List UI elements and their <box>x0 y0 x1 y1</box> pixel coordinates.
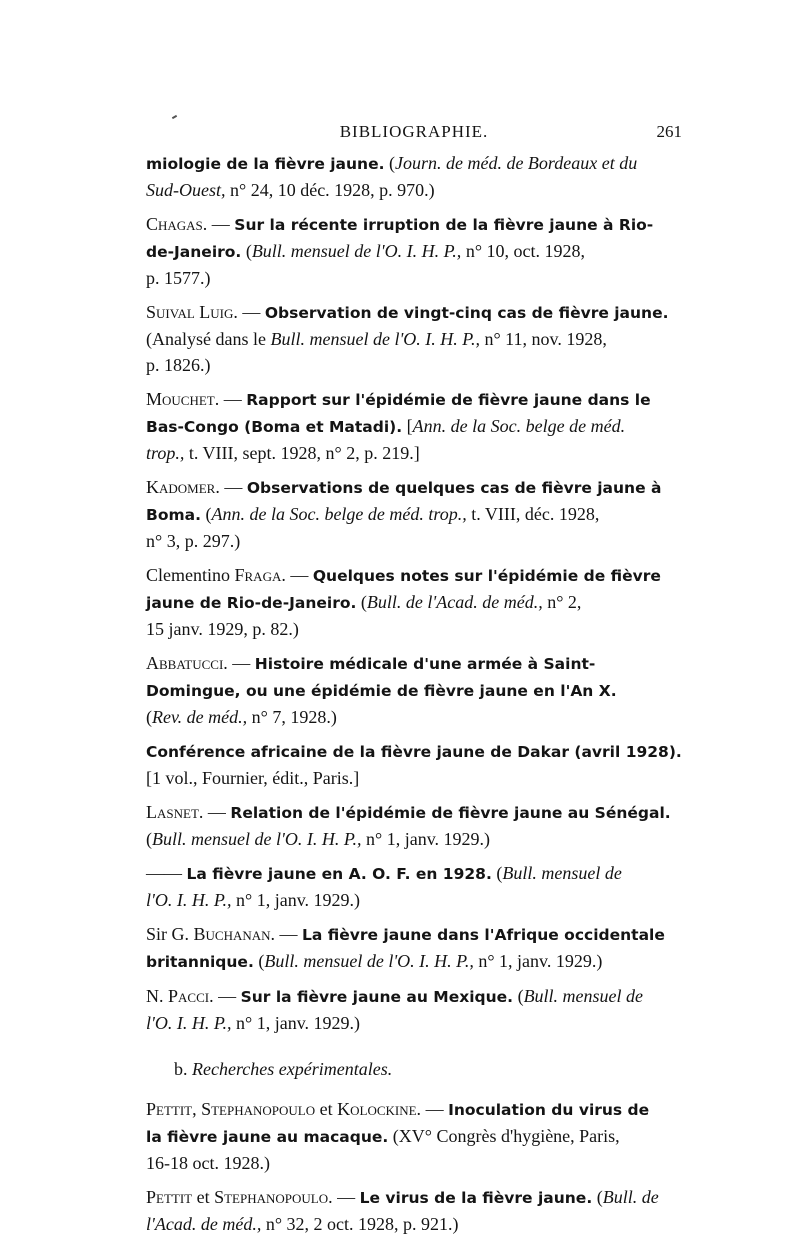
bibliography-entry <box>146 1096 682 1176</box>
entry-line <box>146 921 682 948</box>
entry-author: Kolockine. <box>337 1099 422 1119</box>
entry-source: Ann. de la Soc. belge de méd. <box>412 416 626 436</box>
entry-source: Ann. de la Soc. belge de méd. trop., <box>211 504 467 524</box>
entry-line <box>146 616 682 642</box>
entry-source: Bull. mensuel de l'O. I. H. P., <box>264 951 474 971</box>
entry-line <box>146 238 682 265</box>
bibliography-entry <box>146 299 682 378</box>
entry-text: n° 3, p. 297.) <box>146 531 241 551</box>
entry-text: n° 1, janv. 1929.) <box>231 890 361 910</box>
entry-author: Pacci. <box>168 986 214 1006</box>
entry-text: n° 1, janv. 1929.) <box>231 1013 361 1033</box>
entry-text: n° 11, nov. 1928, <box>479 329 607 349</box>
entry-title: Boma. <box>146 506 201 524</box>
section-title: Recherches expérimentales. <box>192 1059 393 1079</box>
entry-text: n° 2, <box>542 592 582 612</box>
entry-text: ( <box>491 863 503 883</box>
entry-line <box>146 704 682 730</box>
entry-line <box>146 887 682 913</box>
entry-line <box>146 826 682 852</box>
page-number: 261 <box>656 122 682 141</box>
entry-title: jaune de Rio-de-Janeiro. <box>146 594 357 612</box>
entry-text: t. VIII, déc. 1928, <box>466 504 600 524</box>
entry-text: — <box>227 653 255 673</box>
entry-text: — <box>203 802 231 822</box>
bibliography-entry <box>146 474 682 554</box>
entry-text: ( <box>200 504 212 524</box>
entry-title: Rapport sur l'épidémie de fièvre jaune dans le <box>246 391 651 409</box>
running-head: BIBLIOGRAPHIE. <box>339 122 489 141</box>
entry-author: Abbatucci. <box>146 653 228 673</box>
entry-line <box>146 799 682 826</box>
entry-line <box>146 501 682 528</box>
entry-source: l'O. I. H. P., <box>146 1013 232 1033</box>
entry-line <box>146 562 682 589</box>
entry-text: N. <box>146 986 168 1006</box>
entry-line <box>146 983 682 1010</box>
entry-line <box>146 1211 682 1237</box>
entry-line <box>146 860 682 887</box>
entry-title: Observations de quelques cas de fièvre jaune à <box>246 479 662 497</box>
entry-line <box>146 528 682 554</box>
entry-text: n° 7, 1928.) <box>247 707 337 727</box>
entry-title: Sur la fièvre jaune au Mexique. <box>240 988 514 1006</box>
entry-title: Inoculation du virus de <box>448 1101 650 1119</box>
entry-title: Observation de vingt-cinq cas de fièvre jaune. <box>264 304 669 322</box>
entry-line <box>146 1184 682 1211</box>
entry-text: — <box>285 565 313 585</box>
entry-title: La fièvre jaune dans l'Afrique occidentale <box>302 926 665 944</box>
bibliography-entry <box>146 150 682 203</box>
entry-text: p. 1826.) <box>146 355 211 375</box>
entry-source: l'Acad. de méd., <box>146 1214 262 1234</box>
entry-author: Pettit, Stephanopoulo <box>146 1099 316 1119</box>
entry-line <box>146 1010 682 1036</box>
entry-text: — <box>219 389 247 409</box>
entry-author: Suival Luig. <box>146 302 238 322</box>
bibliography-entry <box>146 1184 682 1237</box>
entry-text: ( <box>146 707 152 727</box>
entry-text: — <box>421 1099 449 1119</box>
bibliography-entries-b <box>146 1096 682 1237</box>
entry-line <box>146 948 682 975</box>
bibliography-entry <box>146 386 682 466</box>
bibliography-list <box>146 150 682 1245</box>
entry-line <box>146 589 682 616</box>
entry-line <box>146 1123 682 1150</box>
entry-title: La fièvre jaune en A. O. F. en 1928. <box>186 865 492 883</box>
entry-title: Domingue, ou une épidémie de fièvre jaune en l'An X. <box>146 682 617 700</box>
entry-text: et <box>192 1187 215 1207</box>
entry-title: Histoire médicale d'une armée à Saint- <box>254 655 596 673</box>
entry-author: Chagas. <box>146 214 208 234</box>
entry-author: Kadomer. <box>146 477 220 497</box>
entry-text: — <box>237 302 265 322</box>
entry-line <box>146 299 682 326</box>
entry-line <box>146 150 682 177</box>
entry-text: n° 32, 2 oct. 1928, p. 921.) <box>261 1214 459 1234</box>
bibliography-entry <box>146 650 682 730</box>
entry-text: ( <box>513 986 524 1006</box>
entry-text: — <box>332 1187 360 1207</box>
entry-text: ( <box>592 1187 603 1207</box>
bibliography-entry <box>146 921 682 975</box>
entry-title: la fièvre jaune au macaque. <box>146 1128 389 1146</box>
entry-author: Mouchet. <box>146 389 220 409</box>
entry-line <box>146 1150 682 1176</box>
entry-line <box>146 738 682 765</box>
entry-text: ( <box>253 951 265 971</box>
entry-text: ( <box>241 241 252 261</box>
entry-text: [1 vol., Fournier, édit., Paris.] <box>146 768 360 788</box>
bibliography-entry <box>146 983 682 1036</box>
entry-line <box>146 765 682 791</box>
entry-line <box>146 474 682 501</box>
entry-title: Le virus de la fièvre jaune. <box>359 1189 593 1207</box>
entry-line <box>146 211 682 238</box>
entry-text: ( <box>146 829 152 849</box>
page-header <box>146 122 682 146</box>
section-letter: b. <box>174 1059 188 1079</box>
entry-text: p. 1577.) <box>146 268 211 288</box>
entry-text: 15 janv. 1929, p. 82.) <box>146 619 299 639</box>
entry-line <box>146 413 682 440</box>
entry-text: (Analysé dans le <box>146 329 271 349</box>
entry-title: britannique. <box>146 953 254 971</box>
entry-source: Rev. de méd., <box>152 707 248 727</box>
entry-text: — <box>213 986 241 1006</box>
entry-text: — <box>219 477 247 497</box>
entry-source: l'O. I. H. P., <box>146 890 232 910</box>
entry-text: ( <box>384 153 395 173</box>
entry-text: — <box>207 214 235 234</box>
section-heading <box>146 1056 682 1082</box>
bibliography-entry <box>146 860 682 913</box>
entry-text: — <box>275 924 303 944</box>
entry-source: Sud-Ouest, <box>146 180 226 200</box>
entry-line <box>146 440 682 466</box>
entry-text: Sir G. <box>146 924 194 944</box>
entry-title: miologie de la fièvre jaune. <box>146 155 385 173</box>
entry-line <box>146 326 682 352</box>
entry-text: 16-18 oct. 1928.) <box>146 1153 270 1173</box>
entry-line <box>146 1096 682 1123</box>
entry-title: Conférence africaine de la fièvre jaune de Dakar (avril 1928). <box>146 743 682 761</box>
bibliography-entry <box>146 562 682 642</box>
entry-text: t. VIII, sept. 1928, n° 2, p. 219.] <box>184 443 420 463</box>
entry-author: Buchanan. <box>193 924 276 944</box>
entry-line <box>146 677 682 704</box>
entry-title: Bas-Congo (Boma et Matadi). <box>146 418 403 436</box>
bibliography-entry <box>146 211 682 291</box>
entry-title: Quelques notes sur l'épidémie de fièvre <box>312 567 661 585</box>
entry-author: Pettit <box>146 1187 193 1207</box>
entry-text: n° 1, janv. 1929.) <box>473 951 603 971</box>
entry-title: Sur la récente irruption de la fièvre jaune à Rio- <box>234 216 654 234</box>
entry-source: Journ. de méd. de Bordeaux et du <box>394 153 638 173</box>
entry-text: —— <box>146 863 187 883</box>
entry-line <box>146 386 682 413</box>
entry-source: Bull. mensuel de l'O. I. H. P., <box>152 829 362 849</box>
entry-author: Stephanopoulo. <box>214 1187 333 1207</box>
entry-text: Clementino <box>146 565 235 585</box>
entry-line <box>146 177 682 203</box>
entry-text: n° 24, 10 déc. 1928, p. 970.) <box>225 180 435 200</box>
entry-source: Bull. mensuel de <box>523 986 644 1006</box>
entry-source: Bull. mensuel de <box>502 863 622 883</box>
entry-source: trop., <box>146 443 185 463</box>
bibliography-entries-a <box>146 150 682 1036</box>
entry-text: n° 1, janv. 1929.) <box>361 829 491 849</box>
entry-line <box>146 650 682 677</box>
entry-text: n° 10, oct. 1928, <box>461 241 586 261</box>
ink-speck <box>172 115 177 119</box>
entry-text: [ <box>402 416 413 436</box>
bibliography-entry <box>146 799 682 852</box>
entry-source: Bull. de l'Acad. de méd., <box>366 592 543 612</box>
bibliography-entry <box>146 738 682 791</box>
entry-text: ( <box>356 592 367 612</box>
entry-author: Lasnet. <box>146 802 204 822</box>
entry-text: et <box>315 1099 338 1119</box>
entry-title: Relation de l'épidémie de fièvre jaune au Sénégal. <box>230 804 671 822</box>
entry-source: Bull. de <box>602 1187 659 1207</box>
entry-author: Fraga. <box>234 565 286 585</box>
entry-line <box>146 265 682 291</box>
entry-source: Bull. mensuel de l'O. I. H. P., <box>270 329 480 349</box>
entry-source: Bull. mensuel de l'O. I. H. P., <box>251 241 462 261</box>
entry-title: de-Janeiro. <box>146 243 242 261</box>
entry-text: (XV° Congrès d'hygiène, Paris, <box>388 1126 620 1146</box>
entry-line <box>146 352 682 378</box>
